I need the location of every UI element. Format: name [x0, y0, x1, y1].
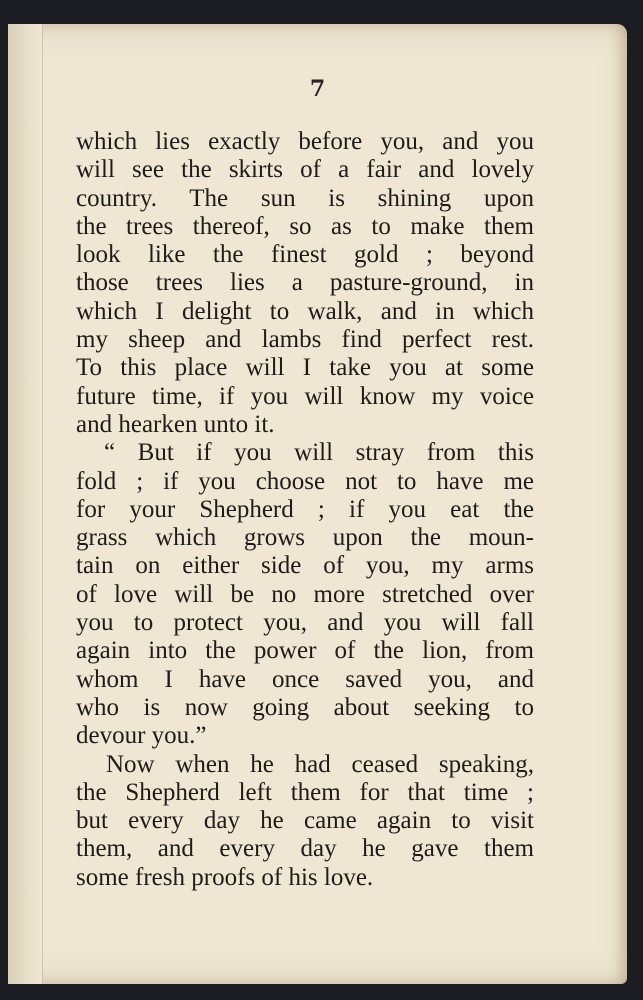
text-line: To this place will I take you at some — [76, 354, 534, 382]
text-line: future time, if you will know my voice — [76, 382, 534, 410]
text-line: which lies exactly before you, and you — [76, 128, 534, 155]
text-line: those trees lies a pasture-ground, in — [76, 269, 534, 297]
page-gutter — [8, 24, 43, 984]
text-line: look like the finest gold ; beyond — [76, 241, 534, 269]
text-line: and hearken unto it. — [76, 410, 275, 438]
text-line: of love will be no more stretched over — [76, 580, 534, 608]
text-line: Now when he had ceased speaking, — [106, 750, 534, 778]
text-line: you to protect you, and you will fall — [76, 609, 534, 637]
body-text — [76, 128, 534, 892]
page-number: 7 — [309, 76, 326, 102]
text-line: country. The sun is shining upon — [76, 184, 534, 212]
text-line: grass which grows upon the moun- — [76, 524, 534, 552]
text-line: devour you.” — [76, 722, 207, 750]
text-line: the Shepherd left them for that time ; — [76, 778, 534, 806]
text-line: fold ; if you choose not to have me — [76, 467, 534, 495]
book-page — [8, 24, 627, 984]
text-line: the trees thereof, so as to make them — [76, 212, 534, 240]
text-line: for your Shepherd ; if you eat the — [76, 495, 534, 523]
text-line: again into the power of the lion, from — [76, 637, 534, 665]
text-line: some fresh proofs of his love. — [76, 863, 374, 891]
text-line: tain on either side of you, my arms — [76, 552, 534, 580]
text-line: whom I have once saved you, and — [76, 665, 534, 693]
text-line: who is now going about seeking to — [76, 693, 534, 721]
text-line: which I delight to walk, and in which — [76, 297, 534, 325]
text-line: will see the skirts of a fair and lovely — [76, 156, 534, 184]
text-line: them, and every day he gave them — [76, 835, 534, 863]
text-line: “ But if you will stray from this — [104, 439, 534, 467]
text-line: my sheep and lambs find perfect rest. — [76, 326, 534, 354]
text-line: but every day he came again to visit — [76, 807, 534, 835]
